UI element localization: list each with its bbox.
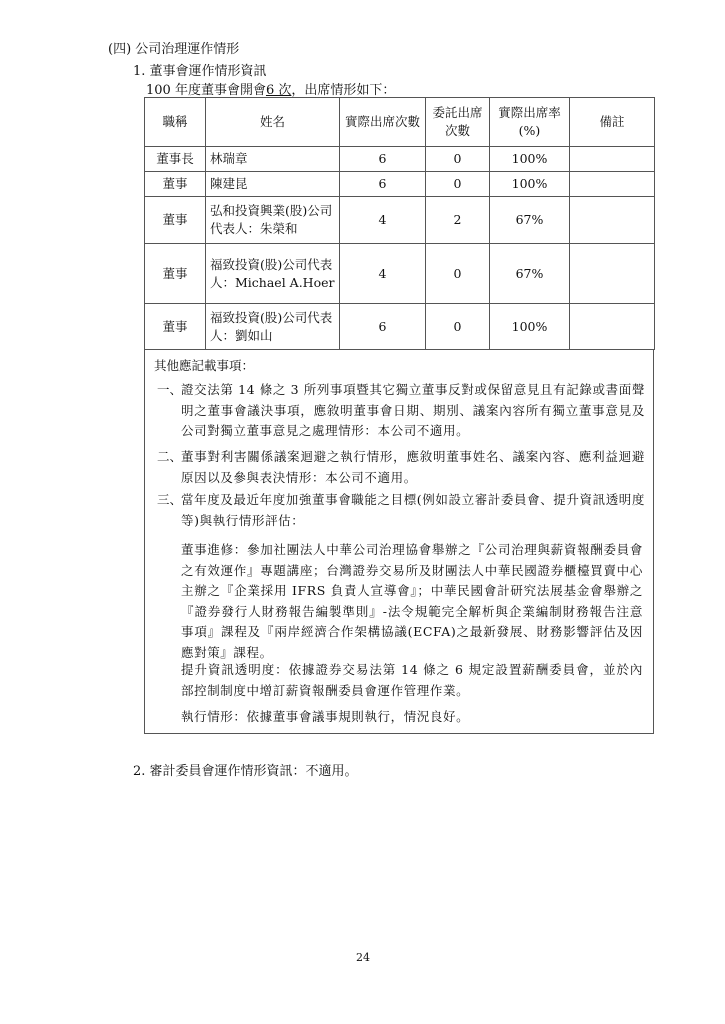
subsection-title: 1. 董事會運作情形資訊: [133, 64, 267, 79]
cell-title: 董事: [145, 197, 206, 244]
header-attended: 實際出席次數: [340, 98, 426, 147]
cell-attended: 4: [340, 244, 426, 304]
cell-name: 弘和投資興業(股)公司代表人：朱榮和: [206, 197, 340, 244]
cell-remarks: [570, 147, 655, 172]
table-row: [145, 172, 655, 197]
cell-remarks: [570, 304, 655, 350]
meeting-count: 6 次: [265, 83, 292, 98]
cell-rate: 100%: [490, 147, 570, 172]
meeting-suffix: ，出席情形如下：: [291, 83, 396, 98]
header-proxy: 委託出席次數: [426, 98, 490, 147]
note-item-1: [157, 380, 645, 442]
cell-rate: 100%: [490, 304, 570, 350]
note-item-1-text: 證交法第 14 條之 3 所列事項暨其它獨立董事反對或保留意見且有記錄或書面聲明之董事會議決事項，應敘明董事會日期、期別、議案內容所有獨立董事意見及公司對獨立董事意見之處理情形：本公司不適用。: [181, 382, 645, 438]
note-sub-transparency: 提升資訊透明度：依據證券交易法第 14 條之 6 規定設置薪酬委員會，並於內部控制制度中增訂薪資報酬委員會運作管理作業。: [181, 662, 643, 698]
cell-title: 董事: [145, 244, 206, 304]
cell-remarks: [570, 197, 655, 244]
cell-proxy: 0: [426, 244, 490, 304]
cell-remarks: [570, 244, 655, 304]
note-item-2-text: 董事對利害關係議案迴避之執行情形，應敘明董事姓名、議案內容、應利益迴避原因以及參與表決情形：本公司不適用。: [181, 449, 645, 485]
note-item-3: [157, 490, 645, 531]
other-notes-box: [144, 350, 654, 734]
cell-name: 陳建昆: [206, 172, 340, 197]
meeting-summary: [146, 79, 395, 98]
cell-proxy: 0: [426, 304, 490, 350]
cell-attended: 6: [340, 147, 426, 172]
note-item-2: [157, 447, 645, 488]
cell-name: 林瑞章: [206, 147, 340, 172]
cell-title: 董事: [145, 304, 206, 350]
note-item-2-number: 二、: [157, 449, 183, 464]
table-row: [145, 304, 655, 350]
notes-heading: 其他應記載事項：: [154, 358, 255, 373]
cell-name: 福致投資(股)公司代表人：劉如山: [206, 304, 340, 350]
table-header-row: [145, 98, 655, 147]
table-row: [145, 197, 655, 244]
attendance-table: [144, 97, 655, 350]
note-item-1-number: 一、: [157, 382, 183, 397]
note-item-3-number: 三、: [157, 492, 183, 507]
header-name: 姓名: [206, 98, 340, 147]
page-number: 24: [356, 951, 370, 964]
header-remarks: 備註: [570, 98, 655, 147]
cell-title: 董事長: [145, 147, 206, 172]
cell-proxy: 0: [426, 147, 490, 172]
cell-remarks: [570, 172, 655, 197]
cell-rate: 100%: [490, 172, 570, 197]
cell-attended: 6: [340, 304, 426, 350]
cell-proxy: 2: [426, 197, 490, 244]
note-sub-execution: 執行情形：依據董事會議事規則執行，情況良好。: [181, 709, 470, 724]
cell-title: 董事: [145, 172, 206, 197]
header-title: 職稱: [145, 98, 206, 147]
header-rate: 實際出席率(%): [490, 98, 570, 147]
cell-attended: 6: [340, 172, 426, 197]
audit-committee-info: 2. 審計委員會運作情形資訊：不適用。: [133, 764, 358, 779]
cell-rate: 67%: [490, 197, 570, 244]
cell-attended: 4: [340, 197, 426, 244]
section-title: (四) 公司治理運作情形: [108, 42, 240, 57]
note-sub-training: 董事進修：參加社團法人中華公司治理協會舉辦之『公司治理與薪資報酬委員會之有效運作』專題講座；台灣證券交易所及財團法人中華民國證券櫃檯買賣中心主辦之『企業採用 IFRS 負責人宣導會』；中華民國會計研究法展基金會舉辦之『證券發行人財務報告編製準則』-法令規範完全解析與企業編制財務報告注意事項』課程及『兩岸經濟合作架構協議(ECFA)之最新發展、財務影響評估及因應對策』課程。: [181, 542, 643, 660]
table-row: [145, 244, 655, 304]
table-row: [145, 147, 655, 172]
cell-name: 福致投資(股)公司代表人：Michael A.Hoer: [206, 244, 340, 304]
note-item-3-text: 當年度及最近年度加強董事會職能之目標(例如設立審計委員會、提升資訊透明度等)與執行情形評估：: [181, 492, 645, 528]
meeting-prefix: 100 年度董事會開會: [146, 83, 266, 98]
cell-rate: 67%: [490, 244, 570, 304]
cell-proxy: 0: [426, 172, 490, 197]
